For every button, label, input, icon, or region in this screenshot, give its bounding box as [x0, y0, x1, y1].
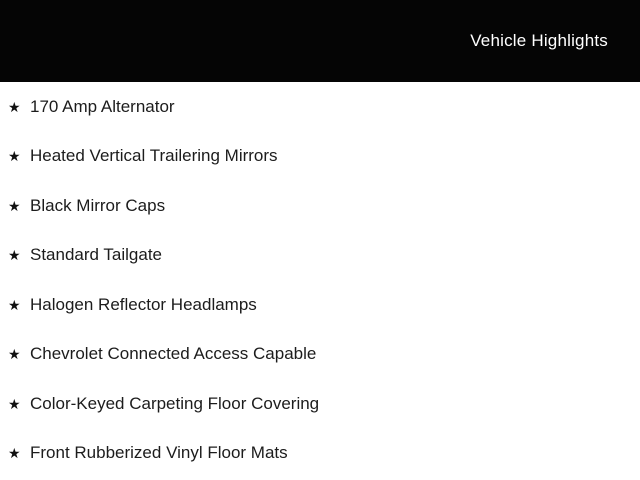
feature-list — [0, 82, 640, 478]
list-item — [0, 181, 640, 231]
star-icon: ★ — [8, 445, 21, 462]
list-item-label: Chevrolet Connected Access Capable — [30, 344, 317, 364]
star-icon: ★ — [8, 395, 21, 412]
list-item — [0, 132, 640, 182]
list-item — [0, 82, 640, 132]
star-icon: ★ — [8, 148, 21, 165]
header-bar — [0, 0, 640, 82]
list-item-label: Color-Keyed Carpeting Floor Covering — [30, 393, 320, 413]
list-item — [0, 330, 640, 380]
list-item-label: Front Rubberized Vinyl Floor Mats — [30, 443, 288, 463]
list-item-label: Halogen Reflector Headlamps — [30, 294, 257, 314]
list-item-label: 170 Amp Alternator — [30, 96, 175, 116]
star-icon: ★ — [8, 98, 21, 115]
star-icon: ★ — [8, 197, 21, 214]
list-item — [0, 429, 640, 479]
list-item-label: Black Mirror Caps — [30, 195, 166, 215]
star-icon: ★ — [8, 247, 21, 264]
page-title: Vehicle Highlights — [470, 31, 608, 50]
list-item — [0, 231, 640, 281]
star-icon: ★ — [8, 346, 21, 363]
list-item — [0, 379, 640, 429]
list-item — [0, 280, 640, 330]
star-icon: ★ — [8, 296, 21, 313]
list-item-label: Standard Tailgate — [30, 245, 163, 265]
list-item-label: Heated Vertical Trailering Mirrors — [30, 146, 278, 166]
